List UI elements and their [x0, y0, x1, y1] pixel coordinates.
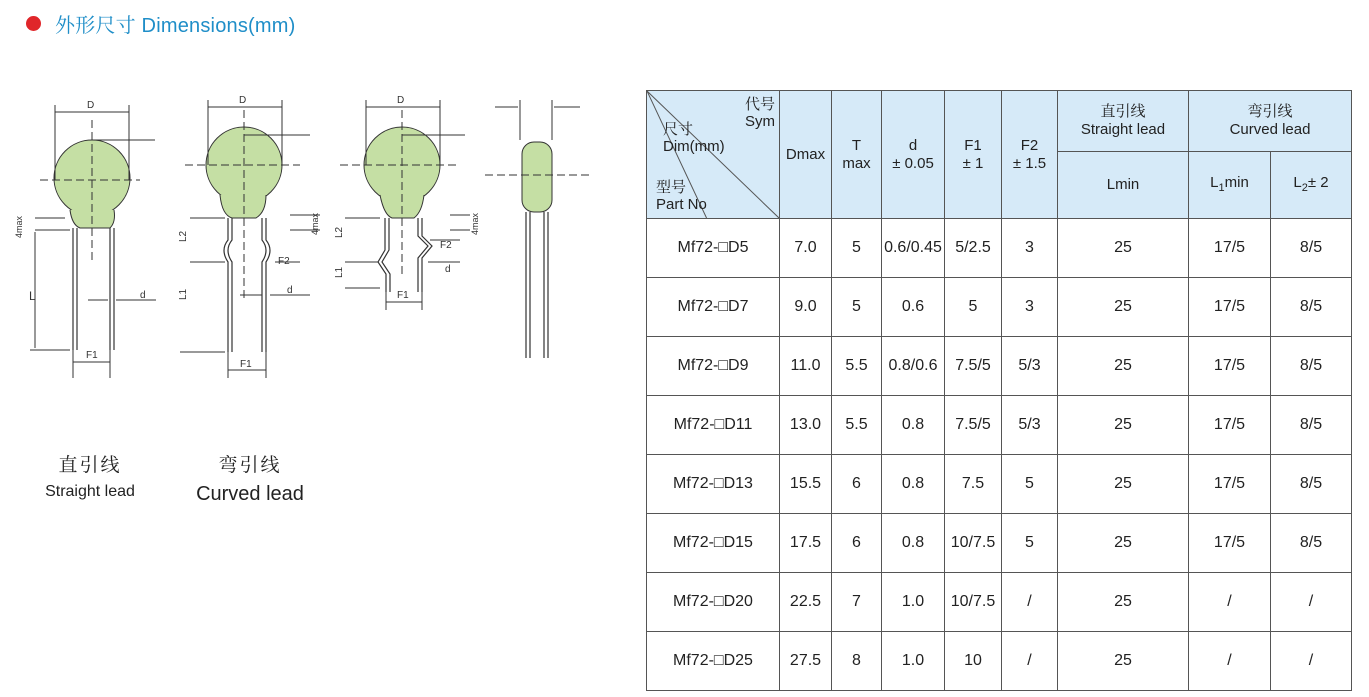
label-4max-2: 4max [310, 212, 320, 235]
cell-part-no: Mf72-□D15 [647, 514, 780, 573]
cell-l2: 8/5 [1271, 514, 1352, 573]
header-l2-sub: 2 [1301, 181, 1308, 194]
cell-f1: 7.5/5 [945, 396, 1002, 455]
cell-dmax: 17.5 [780, 514, 832, 573]
cell-l1min: 17/5 [1189, 396, 1271, 455]
header-l2-pre: L [1293, 173, 1302, 191]
drawing-kinked-lead [340, 100, 470, 310]
cell-part-no: Mf72-□D9 [647, 337, 780, 396]
cell-d: 0.8 [882, 514, 945, 573]
cell-part-no: Mf72-□D5 [647, 219, 780, 278]
cell-d: 1.0 [882, 573, 945, 632]
label-F1-2: F1 [240, 359, 252, 370]
cell-dmax: 13.0 [780, 396, 832, 455]
corner-dim-en: Dim(mm) [663, 138, 725, 155]
header-curved-cn: 弯引线 [1247, 103, 1293, 120]
table-row [647, 396, 1352, 455]
cell-t: 6 [832, 514, 882, 573]
label-F1-1: F1 [86, 350, 98, 361]
cell-d: 0.8 [882, 455, 945, 514]
label-4max-1: 4max [14, 215, 24, 238]
label-L1-2: L1 [334, 266, 345, 278]
cell-dmax: 22.5 [780, 573, 832, 632]
header-l2-post: ± 2 [1307, 173, 1329, 191]
cell-dmax: 9.0 [780, 278, 832, 337]
header-f2-line2: ± 1.5 [1012, 154, 1047, 172]
cell-t: 5.5 [832, 337, 882, 396]
label-d-3: d [445, 264, 451, 275]
header-l1-post: min [1224, 173, 1249, 191]
header-f2 [1002, 91, 1058, 219]
header-straight-cn: 直引线 [1100, 103, 1146, 120]
cell-f2: / [1002, 632, 1058, 691]
header-curved-lead [1189, 91, 1352, 152]
corner-sym [745, 96, 775, 130]
corner-sym-en: Sym [745, 113, 775, 130]
cell-f2: 3 [1002, 219, 1058, 278]
drawing-straight-lead [30, 105, 156, 378]
cell-dmax: 27.5 [780, 632, 832, 691]
cell-f2: 5/3 [1002, 396, 1058, 455]
section-title: 外形尺寸 Dimensions(mm) [55, 14, 296, 37]
label-F2-1: F2 [278, 256, 290, 267]
corner-sym-cn: 代号 [744, 96, 775, 113]
cell-t: 8 [832, 632, 882, 691]
cell-l2: / [1271, 632, 1352, 691]
corner-header-cell [647, 91, 780, 219]
header-lmin: Lmin [1058, 152, 1189, 219]
cell-f1: 10/7.5 [945, 514, 1002, 573]
header-l2 [1271, 152, 1352, 219]
corner-dim [663, 121, 725, 155]
cell-l1min: / [1189, 573, 1271, 632]
cell-l1min: 17/5 [1189, 337, 1271, 396]
dimension-drawings [0, 80, 600, 380]
cell-part-no: Mf72-□D13 [647, 455, 780, 514]
cell-lmin: 25 [1058, 337, 1189, 396]
header-f1-line2: ± 1 [962, 154, 984, 172]
corner-part-en: Part No [656, 196, 707, 213]
header-f1 [945, 91, 1002, 219]
drawing-side-view [485, 100, 590, 358]
cell-part-no: Mf72-□D11 [647, 396, 780, 455]
header-f1-line1: F1 [964, 136, 982, 154]
label-d-2: d [287, 285, 293, 296]
red-bullet-icon [26, 16, 41, 31]
header-l1-pre: L [1210, 173, 1219, 191]
cell-f2: 3 [1002, 278, 1058, 337]
label-L1-1: L1 [178, 288, 189, 300]
header-d-line2: ± 0.05 [892, 154, 934, 172]
cell-l2: 8/5 [1271, 396, 1352, 455]
cell-f2: / [1002, 573, 1058, 632]
cell-l2: 8/5 [1271, 278, 1352, 337]
cell-f1: 7.5/5 [945, 337, 1002, 396]
cell-f2: 5/3 [1002, 337, 1058, 396]
cell-l1min: 17/5 [1189, 219, 1271, 278]
table-row [647, 455, 1352, 514]
cell-l1min: 17/5 [1189, 455, 1271, 514]
label-d-1: d [140, 290, 146, 301]
cell-lmin: 25 [1058, 278, 1189, 337]
cell-l1min: / [1189, 632, 1271, 691]
header-t-line2: max [842, 154, 871, 172]
cell-d: 0.8/0.6 [882, 337, 945, 396]
caption-straight-cn: 直引线 [58, 455, 122, 476]
cell-f1: 5/2.5 [945, 219, 1002, 278]
corner-dim-cn: 尺寸 [663, 121, 694, 138]
table-row [647, 219, 1352, 278]
cell-t: 7 [832, 573, 882, 632]
cell-t: 5 [832, 278, 882, 337]
table-body [647, 219, 1352, 691]
cell-lmin: 25 [1058, 514, 1189, 573]
label-F2-2: F2 [440, 240, 452, 251]
cell-lmin: 25 [1058, 573, 1189, 632]
cell-lmin: 25 [1058, 396, 1189, 455]
label-D-1: D [87, 100, 95, 111]
table-row [647, 278, 1352, 337]
cell-l2: 8/5 [1271, 219, 1352, 278]
cell-part-no: Mf72-□D25 [647, 632, 780, 691]
header-t [832, 91, 882, 219]
cell-t: 6 [832, 455, 882, 514]
drawing-curved-lead [180, 100, 320, 378]
cell-f2: 5 [1002, 514, 1058, 573]
cell-part-no: Mf72-□D20 [647, 573, 780, 632]
header-straight-lead [1058, 91, 1189, 152]
header-d [882, 91, 945, 219]
cell-l2: 8/5 [1271, 337, 1352, 396]
cell-dmax: 11.0 [780, 337, 832, 396]
label-L: L [29, 289, 36, 303]
table-row [647, 632, 1352, 691]
cell-lmin: 25 [1058, 632, 1189, 691]
cell-l1min: 17/5 [1189, 278, 1271, 337]
cell-l1min: 17/5 [1189, 514, 1271, 573]
cell-f1: 10/7.5 [945, 573, 1002, 632]
caption-curved-en: Curved lead [196, 483, 304, 505]
header-f2-line1: F2 [1020, 136, 1039, 154]
caption-curved-lead [180, 450, 320, 506]
cell-t: 5 [832, 219, 882, 278]
header-row-1 [647, 91, 1352, 152]
label-L2-2: L2 [334, 226, 345, 238]
cell-d: 0.6/0.45 [882, 219, 945, 278]
cell-l2: 8/5 [1271, 455, 1352, 514]
label-4max-3: 4max [470, 212, 480, 235]
header-dmax: Dmax [780, 91, 832, 219]
header-t-line1: T [851, 136, 862, 154]
table-row [647, 514, 1352, 573]
label-F1-3: F1 [397, 290, 409, 301]
cell-dmax: 15.5 [780, 455, 832, 514]
caption-curved-cn: 弯引线 [218, 455, 282, 476]
cell-f1: 7.5 [945, 455, 1002, 514]
label-L2-1: L2 [178, 230, 189, 242]
cell-lmin: 25 [1058, 455, 1189, 514]
header-l1min [1189, 152, 1271, 219]
cell-dmax: 7.0 [780, 219, 832, 278]
cell-d: 0.8 [882, 396, 945, 455]
corner-part [656, 179, 707, 213]
cell-d: 0.6 [882, 278, 945, 337]
label-D-3: D [397, 95, 405, 106]
cell-f1: 10 [945, 632, 1002, 691]
caption-straight-lead [20, 450, 160, 501]
header-curved-en: Curved lead [1229, 121, 1311, 138]
header-d-line1: d [908, 136, 918, 154]
dimensions-table [646, 90, 1352, 691]
corner-part-cn: 型号 [656, 179, 687, 196]
header-l1-sub: 1 [1218, 181, 1225, 194]
caption-straight-en: Straight lead [45, 483, 135, 500]
cell-lmin: 25 [1058, 219, 1189, 278]
cell-f1: 5 [945, 278, 1002, 337]
cell-l2: / [1271, 573, 1352, 632]
cell-f2: 5 [1002, 455, 1058, 514]
section-heading [26, 8, 295, 38]
header-straight-en: Straight lead [1080, 121, 1166, 138]
table-row [647, 573, 1352, 632]
cell-part-no: Mf72-□D7 [647, 278, 780, 337]
cell-t: 5.5 [832, 396, 882, 455]
cell-d: 1.0 [882, 632, 945, 691]
label-D-2: D [239, 95, 247, 106]
table-row [647, 337, 1352, 396]
